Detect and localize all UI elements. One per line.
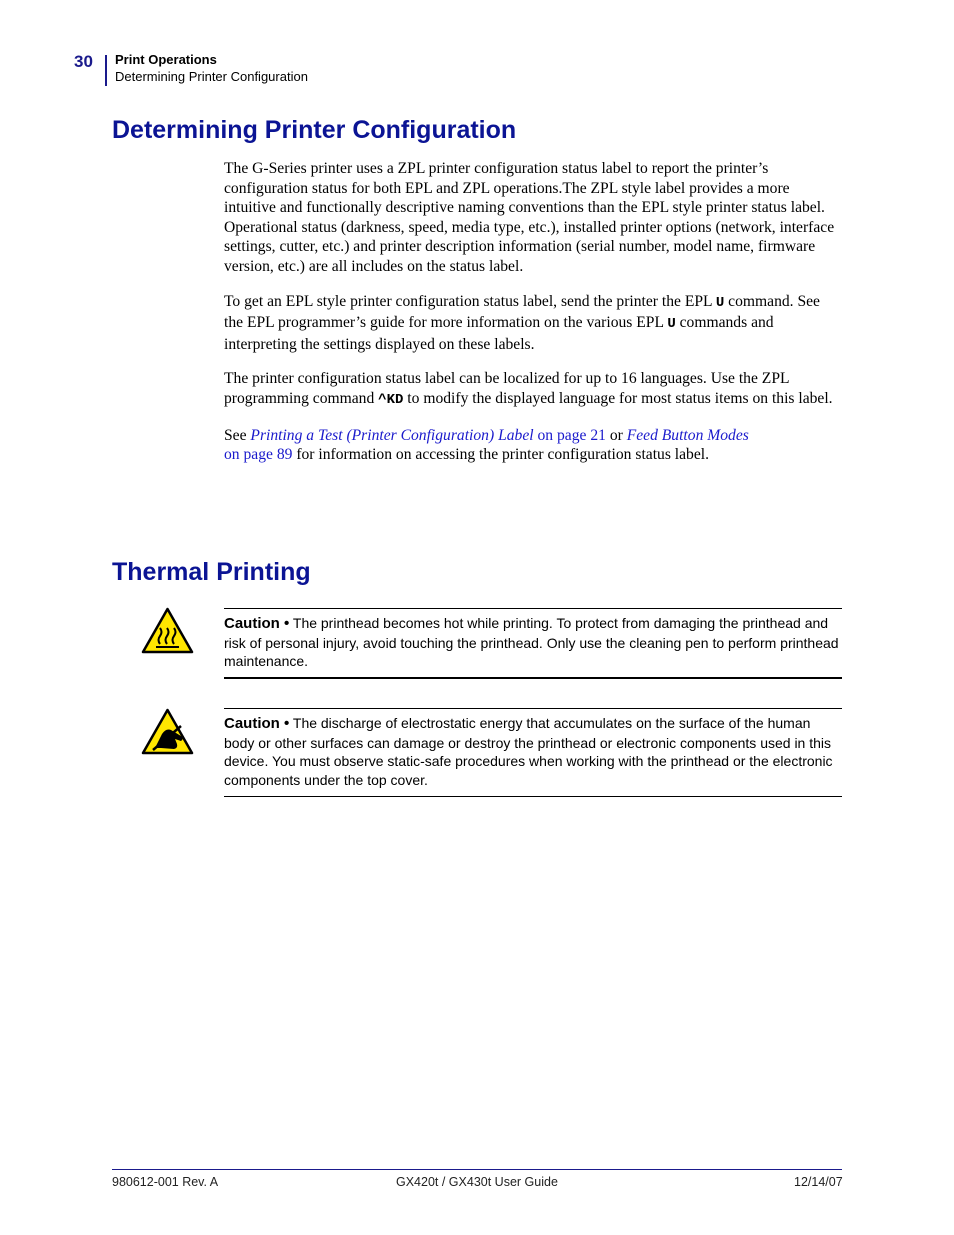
p4-or: or — [605, 426, 627, 444]
caution2-bottom-rule — [224, 796, 842, 797]
p4-see: See — [224, 426, 251, 444]
hot-surface-warning-icon — [141, 607, 194, 654]
command-u-2: U — [667, 316, 676, 333]
command-u: U — [715, 294, 725, 311]
footer-doc-number: 980612-001 Rev. A — [112, 1175, 219, 1189]
p2-text-c: commands and interpreting the settings displayed on these labels. — [224, 314, 774, 353]
footer-rule — [112, 1169, 842, 1170]
header-divider — [105, 55, 107, 86]
section-title-thermal-printing: Thermal Printing — [112, 558, 311, 586]
link2-page[interactable]: on page 89 — [224, 446, 293, 464]
section1-body — [224, 159, 842, 480]
p4-end: for information on accessing the printer configuration status label. — [292, 446, 709, 464]
caution-hot-printhead — [224, 614, 842, 671]
p3-text-a: The printer configuration status label can be localized for up to 16 languages. Use the ZPL programming command — [224, 370, 789, 407]
caution1-label: Caution • — [224, 615, 290, 632]
caution1-top-rule — [224, 608, 842, 609]
caution2-top-rule — [224, 708, 842, 709]
link2-title[interactable]: Feed Button Modes — [626, 426, 749, 444]
paragraph-epl — [224, 292, 842, 355]
header-chapter: Print Operations — [115, 52, 217, 67]
link-printing-test-label[interactable] — [250, 427, 606, 444]
page-number: 30 — [74, 52, 93, 71]
section-title-determining-config: Determining Printer Configuration — [112, 116, 517, 144]
paragraph-localize — [224, 369, 842, 410]
command-kd: ^KD — [378, 391, 404, 408]
header-section: Determining Printer Configuration — [115, 69, 308, 84]
paragraph-intro: The G-Series printer uses a ZPL printer configuration status label to report the printer’s configuration status for both EPL and ZPL operations.The ZPL style label provides a more intuitive and functionally descriptive naming conventions than the EPL style printer status label. Operational status (darkness, speed, media type, etc.), installed printer options (network, interface settings, cutter, etc.) and printer description information (serial number, model name, firmware version, etc.) are all includes on the status label. — [224, 160, 835, 275]
link1-page[interactable]: on page 21 — [533, 426, 606, 444]
electrostatic-warning-icon — [141, 708, 194, 755]
footer-guide-title: GX420t / GX430t User Guide — [396, 1175, 558, 1189]
caution2-label: Caution • — [224, 715, 290, 732]
paragraph-see-also — [224, 426, 842, 465]
caution-electrostatic — [224, 714, 842, 789]
caution2-text: The discharge of electrostatic energy that accumulates on the surface of the human body or other surfaces can damage or destroy the printhead or electronic components used in this device. You must observe static-safe procedures when working with the printhead or the electronic components under the top cover. — [224, 715, 833, 788]
caution1-text: The printhead becomes hot while printing. To protect from damaging the printhead and risk of personal injury, avoid touching the printhead. Only use the cleaning pen to perform printhead maintenance. — [224, 615, 839, 669]
link1-title[interactable]: Printing a Test (Printer Configuration) Label — [250, 426, 534, 444]
footer-date: 12/14/07 — [794, 1175, 843, 1189]
p3-text-b: to modify the displayed language for most status items on this label. — [403, 389, 833, 407]
p2-text-a: To get an EPL style printer configuration status label, send the printer the EPL — [224, 292, 716, 310]
p2-text-b: command. See the EPL programmer’s guide for more information on the various EPL — [224, 292, 820, 332]
caution1-bottom-rule — [224, 677, 842, 679]
